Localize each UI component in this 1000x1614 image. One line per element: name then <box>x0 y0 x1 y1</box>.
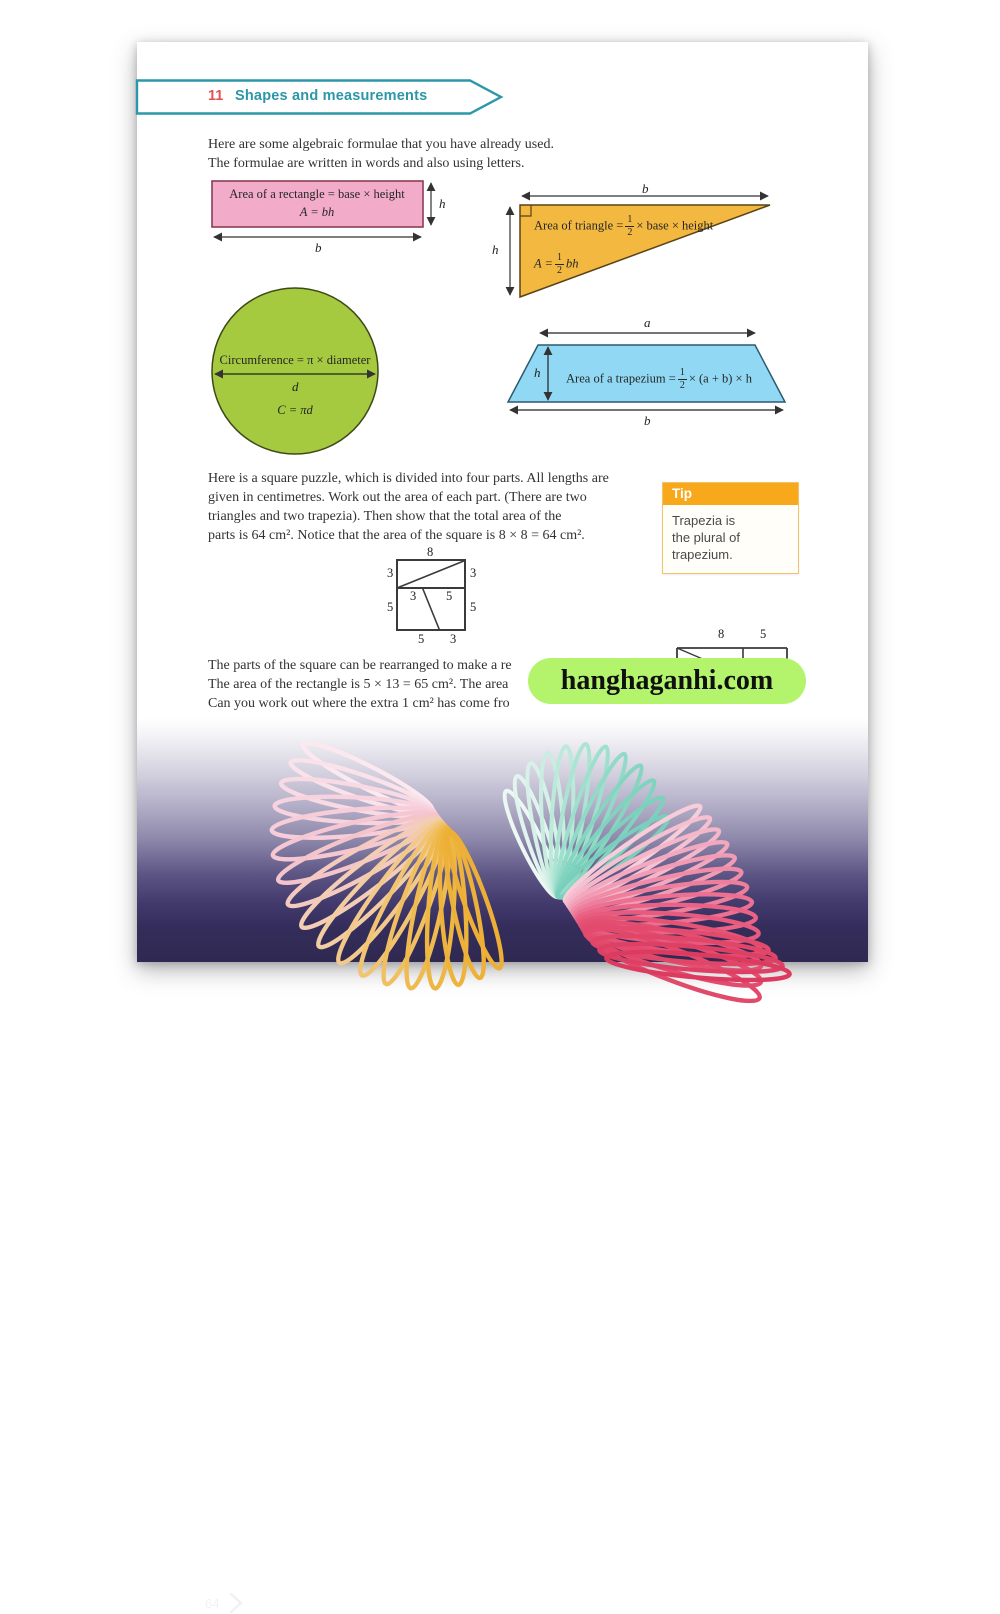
paragraph-line: parts is 64 cm². Notice that the area of the square is 8 × 8 = 64 cm². <box>208 528 585 543</box>
puzzle-label-bottom-left: 5 <box>418 632 425 646</box>
trapezium-words-post: × (a + b) × h <box>688 371 752 386</box>
rectangle-formula-letters: A = bh <box>299 205 335 219</box>
rectangle-height-label: h <box>439 196 446 211</box>
puzzle-square <box>397 560 465 630</box>
slinky-photo <box>137 718 868 1611</box>
paragraph-line: The parts of the square can be rearranged to make a re <box>208 658 512 673</box>
trapezium-formula-diagram <box>497 315 797 430</box>
paragraph-line: triangles and two trapezia). Then show that the total area of the <box>208 509 562 524</box>
slinky-toy-illustration <box>137 718 868 962</box>
puzzle-paragraph <box>208 469 609 545</box>
triangle-letters-post: bh <box>565 256 579 271</box>
trapezium-formula-words <box>566 368 752 391</box>
puzzle-label-left-top: 3 <box>387 566 394 580</box>
intro-line: Here are some algebraic formulae that you have already used. <box>208 137 554 152</box>
circle-formula-diagram <box>207 283 387 463</box>
circle-shape <box>212 288 378 454</box>
book-page <box>137 42 868 1611</box>
page-number: 64 <box>205 1595 220 1611</box>
watermark-overlay <box>528 658 806 704</box>
trapezium-words-pre: Area of a trapezium = <box>566 371 676 386</box>
chapter-number: 11 <box>208 88 224 104</box>
tip-line: Trapezia is <box>672 513 736 528</box>
watermark-text: hanghaganhi.com <box>560 665 774 696</box>
triangle-formula-words <box>534 215 713 238</box>
paragraph-line: given in centimetres. Work out the area of each part. (There are two <box>208 490 587 505</box>
paragraph-line: Here is a square puzzle, which is divided into four parts. All lengths are <box>208 471 609 486</box>
chevron-right-icon <box>229 1592 243 1614</box>
trapezium-a-label: a <box>644 315 651 330</box>
circle-formula-words: Circumference = π × diameter <box>219 353 371 367</box>
puzzle-label-top: 8 <box>427 545 434 559</box>
puzzle-label-right-top: 3 <box>470 566 477 580</box>
puzzle-label-right-bottom: 5 <box>470 600 477 614</box>
rect-puzzle-label-5: 5 <box>760 627 767 641</box>
circle-formula-letters: C = πd <box>277 403 313 417</box>
trapezium-b-label: b <box>644 413 651 428</box>
rearrange-paragraph <box>208 656 512 713</box>
triangle-formula-letters <box>534 253 578 276</box>
puzzle-label-inner-left: 3 <box>410 589 417 603</box>
rectangle-formula-words: Area of a rectangle = base × height <box>229 187 405 201</box>
intro-paragraph <box>208 135 554 173</box>
page-footer <box>205 1592 243 1614</box>
triangle-formula-diagram <box>482 181 782 312</box>
intro-line: The formulae are written in words and also using letters. <box>208 156 525 171</box>
tip-body <box>663 505 798 573</box>
paragraph-line: Can you work out where the extra 1 cm² has come fro <box>208 696 510 711</box>
tip-line: the plural of <box>672 530 740 545</box>
fraction: $\frac{1}{2}$ <box>556 252 562 276</box>
puzzle-label-bottom-right: 3 <box>450 632 457 646</box>
puzzle-label-left-bottom: 5 <box>387 600 394 614</box>
circle-diameter-label: d <box>292 379 299 394</box>
trapezium-h-label: h <box>534 365 541 380</box>
chapter-title: Shapes and measurements <box>235 88 428 104</box>
tip-line: trapezium. <box>672 547 733 562</box>
triangle-base-label: b <box>642 181 649 196</box>
triangle-letters-pre: A = <box>534 256 553 271</box>
triangle-height-label: h <box>492 242 499 257</box>
triangle-words-pre: Area of triangle = <box>534 218 624 233</box>
tip-box <box>662 482 799 574</box>
fraction: $\frac{1}{2}$ <box>627 214 633 238</box>
paragraph-line: The area of the rectangle is 5 × 13 = 65 cm². The area <box>208 677 509 692</box>
triangle-words-post: × base × height <box>636 218 714 233</box>
rectangle-base-label: b <box>315 240 322 255</box>
rectangle-formula-diagram <box>207 172 467 262</box>
square-puzzle-diagram <box>382 547 492 652</box>
rect-puzzle-label-8: 8 <box>718 627 725 641</box>
puzzle-label-inner-right: 5 <box>446 589 453 603</box>
fraction: $\frac{1}{2}$ <box>679 367 685 391</box>
tip-title: Tip <box>663 483 798 505</box>
